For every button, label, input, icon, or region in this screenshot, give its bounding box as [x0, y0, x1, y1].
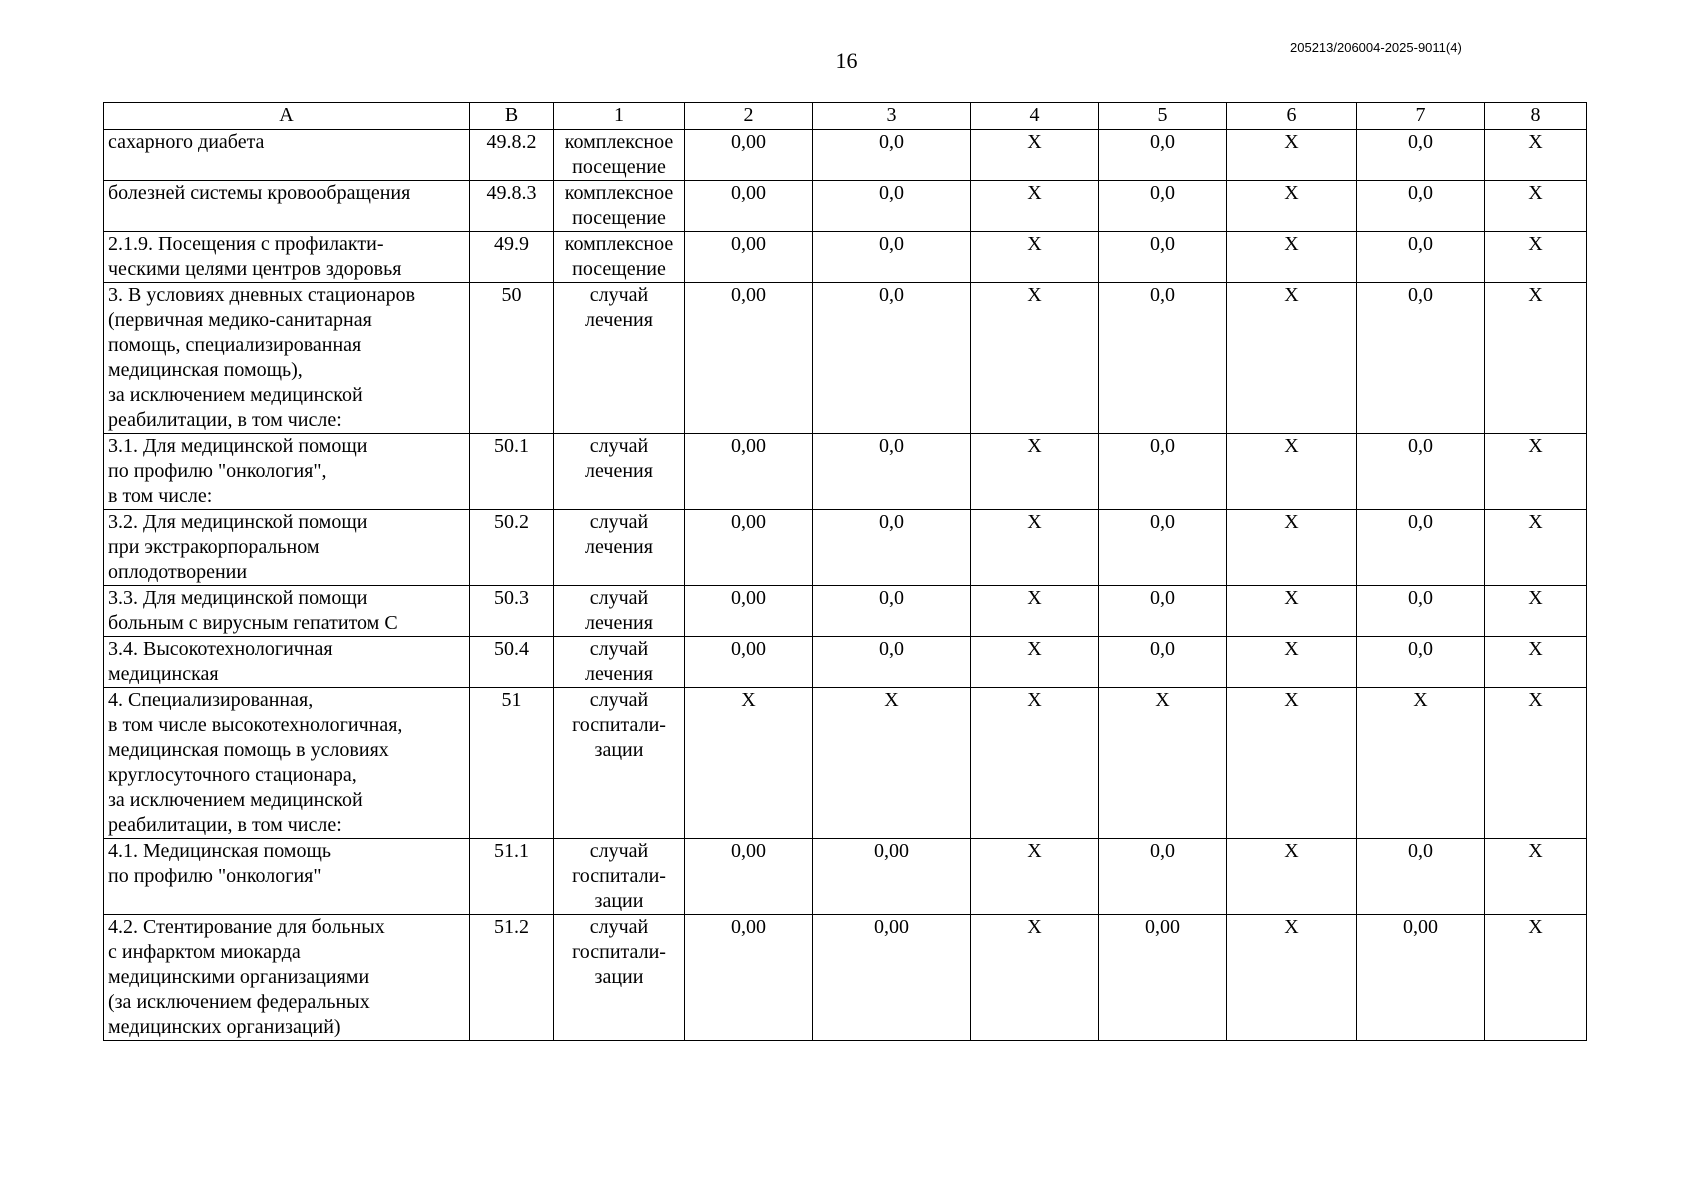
row-unit-cell: случай госпитали- зации — [554, 839, 685, 915]
column-header: 8 — [1485, 103, 1587, 130]
value-cell: X — [1485, 915, 1587, 1041]
value-cell: 0,0 — [1357, 283, 1485, 434]
value-cell: 0,0 — [1357, 637, 1485, 688]
value-cell: 0,00 — [813, 839, 971, 915]
value-cell: 0,0 — [1099, 130, 1227, 181]
table-row — [104, 688, 1587, 839]
value-cell: 0,00 — [685, 434, 813, 510]
value-cell: X — [1227, 839, 1357, 915]
value-cell: 0,0 — [1099, 586, 1227, 637]
row-code-cell: 49.8.3 — [470, 181, 554, 232]
table-row — [104, 181, 1587, 232]
table-row — [104, 232, 1587, 283]
value-cell: 0,00 — [685, 510, 813, 586]
value-cell: 0,0 — [1099, 510, 1227, 586]
column-header: 7 — [1357, 103, 1485, 130]
row-code-cell: 50 — [470, 283, 554, 434]
value-cell: X — [1485, 688, 1587, 839]
table-row — [104, 637, 1587, 688]
value-cell: X — [1485, 586, 1587, 637]
value-cell: 0,0 — [813, 283, 971, 434]
row-name-cell: 2.1.9. Посещения с профилакти- ческими целями центров здоровья — [104, 232, 470, 283]
row-unit-cell: случай лечения — [554, 283, 685, 434]
row-code-cell: 51 — [470, 688, 554, 839]
value-cell: 0,00 — [685, 232, 813, 283]
table-row — [104, 510, 1587, 586]
value-cell: X — [1485, 839, 1587, 915]
value-cell: 0,0 — [1099, 434, 1227, 510]
value-cell: 0,00 — [1357, 915, 1485, 1041]
value-cell: X — [971, 283, 1099, 434]
column-header: B — [470, 103, 554, 130]
value-cell: 0,0 — [813, 637, 971, 688]
value-cell: X — [971, 232, 1099, 283]
row-unit-cell: комплексное посещение — [554, 181, 685, 232]
row-code-cell: 50.2 — [470, 510, 554, 586]
table-row — [104, 130, 1587, 181]
row-name-cell: 3.4. Высокотехнологичная медицинская — [104, 637, 470, 688]
value-cell: X — [1485, 283, 1587, 434]
value-cell: 0,00 — [685, 130, 813, 181]
value-cell: X — [1227, 915, 1357, 1041]
row-name-cell: болезней системы кровообращения — [104, 181, 470, 232]
value-cell: X — [1227, 130, 1357, 181]
value-cell: X — [1227, 232, 1357, 283]
row-name-cell: 3.2. Для медицинской помощи при экстракорпоральном оплодотворении — [104, 510, 470, 586]
value-cell: 0,00 — [685, 181, 813, 232]
value-cell: X — [1485, 232, 1587, 283]
value-cell: X — [971, 915, 1099, 1041]
value-cell: X — [813, 688, 971, 839]
value-cell: 0,0 — [1357, 434, 1485, 510]
row-unit-cell: случай лечения — [554, 510, 685, 586]
value-cell: 0,0 — [1357, 839, 1485, 915]
row-unit-cell: случай лечения — [554, 586, 685, 637]
row-name-cell: 3. В условиях дневных стационаров (первичная медико-санитарная помощь, специализированная медицинская помощь), за исключением медицинской реабилитации, в том числе: — [104, 283, 470, 434]
value-cell: 0,0 — [1099, 637, 1227, 688]
row-name-cell: 4. Специализированная, в том числе высокотехнологичная, медицинская помощь в условиях круглосуточного стационара, за исключением медицинской реабилитации, в том числе: — [104, 688, 470, 839]
table-row — [104, 434, 1587, 510]
column-header: 6 — [1227, 103, 1357, 130]
value-cell: X — [971, 181, 1099, 232]
page-number: 16 — [835, 48, 858, 73]
row-unit-cell: комплексное посещение — [554, 130, 685, 181]
value-cell: 0,0 — [813, 586, 971, 637]
value-cell: X — [1227, 586, 1357, 637]
table-row — [104, 839, 1587, 915]
column-header: 5 — [1099, 103, 1227, 130]
row-code-cell: 50.1 — [470, 434, 554, 510]
value-cell: X — [1227, 283, 1357, 434]
value-cell: 0,00 — [685, 915, 813, 1041]
document-code: 205213/206004-2025-9011(4) — [1290, 40, 1462, 55]
value-cell: X — [685, 688, 813, 839]
row-name-cell: 4.1. Медицинская помощь по профилю "онкология" — [104, 839, 470, 915]
value-cell: 0,00 — [685, 586, 813, 637]
row-code-cell: 51.1 — [470, 839, 554, 915]
header-row — [104, 103, 1587, 130]
value-cell: X — [1227, 510, 1357, 586]
row-code-cell: 50.3 — [470, 586, 554, 637]
value-cell: 0,0 — [1099, 232, 1227, 283]
value-cell: 0,00 — [1099, 915, 1227, 1041]
value-cell: X — [971, 586, 1099, 637]
row-code-cell: 49.9 — [470, 232, 554, 283]
row-unit-cell: случай лечения — [554, 434, 685, 510]
row-code-cell: 50.4 — [470, 637, 554, 688]
value-cell: X — [1485, 130, 1587, 181]
value-cell: X — [971, 688, 1099, 839]
row-code-cell: 49.8.2 — [470, 130, 554, 181]
value-cell: X — [1485, 637, 1587, 688]
value-cell: 0,00 — [685, 839, 813, 915]
row-unit-cell: случай госпитали- зации — [554, 915, 685, 1041]
table-row — [104, 586, 1587, 637]
value-cell: 0,0 — [1357, 130, 1485, 181]
value-cell: X — [1485, 181, 1587, 232]
row-unit-cell: случай лечения — [554, 637, 685, 688]
column-header: 3 — [813, 103, 971, 130]
data-table — [103, 102, 1587, 1041]
value-cell: 0,0 — [1357, 510, 1485, 586]
value-cell: X — [1227, 688, 1357, 839]
value-cell: X — [1485, 434, 1587, 510]
value-cell: 0,00 — [685, 637, 813, 688]
value-cell: 0,0 — [1357, 232, 1485, 283]
value-cell: X — [1227, 181, 1357, 232]
column-header: A — [104, 103, 470, 130]
value-cell: 0,0 — [1099, 839, 1227, 915]
value-cell: X — [971, 130, 1099, 181]
value-cell: X — [971, 434, 1099, 510]
value-cell: 0,00 — [685, 283, 813, 434]
row-code-cell: 51.2 — [470, 915, 554, 1041]
value-cell: X — [1485, 510, 1587, 586]
value-cell: X — [1357, 688, 1485, 839]
table-row — [104, 283, 1587, 434]
value-cell: X — [1099, 688, 1227, 839]
column-header: 2 — [685, 103, 813, 130]
value-cell: 0,0 — [813, 510, 971, 586]
row-name-cell: сахарного диабета — [104, 130, 470, 181]
row-name-cell: 3.1. Для медицинской помощи по профилю "онкология", в том числе: — [104, 434, 470, 510]
row-name-cell: 4.2. Стентирование для больных с инфарктом миокарда медицинскими организациями (за исключением федеральных медицинских организаций) — [104, 915, 470, 1041]
value-cell: 0,0 — [1099, 283, 1227, 434]
row-unit-cell: комплексное посещение — [554, 232, 685, 283]
value-cell: X — [971, 510, 1099, 586]
value-cell: 0,0 — [1357, 181, 1485, 232]
value-cell: 0,0 — [813, 232, 971, 283]
value-cell: X — [971, 637, 1099, 688]
value-cell: 0,00 — [813, 915, 971, 1041]
column-header: 1 — [554, 103, 685, 130]
row-name-cell: 3.3. Для медицинской помощи больным с вирусным гепатитом С — [104, 586, 470, 637]
value-cell: X — [1227, 637, 1357, 688]
value-cell: X — [971, 839, 1099, 915]
value-cell: 0,0 — [1099, 181, 1227, 232]
table-row — [104, 915, 1587, 1041]
column-header: 4 — [971, 103, 1099, 130]
value-cell: X — [1227, 434, 1357, 510]
value-cell: 0,0 — [813, 434, 971, 510]
value-cell: 0,0 — [813, 130, 971, 181]
row-unit-cell: случай госпитали- зации — [554, 688, 685, 839]
value-cell: 0,0 — [1357, 586, 1485, 637]
value-cell: 0,0 — [813, 181, 971, 232]
